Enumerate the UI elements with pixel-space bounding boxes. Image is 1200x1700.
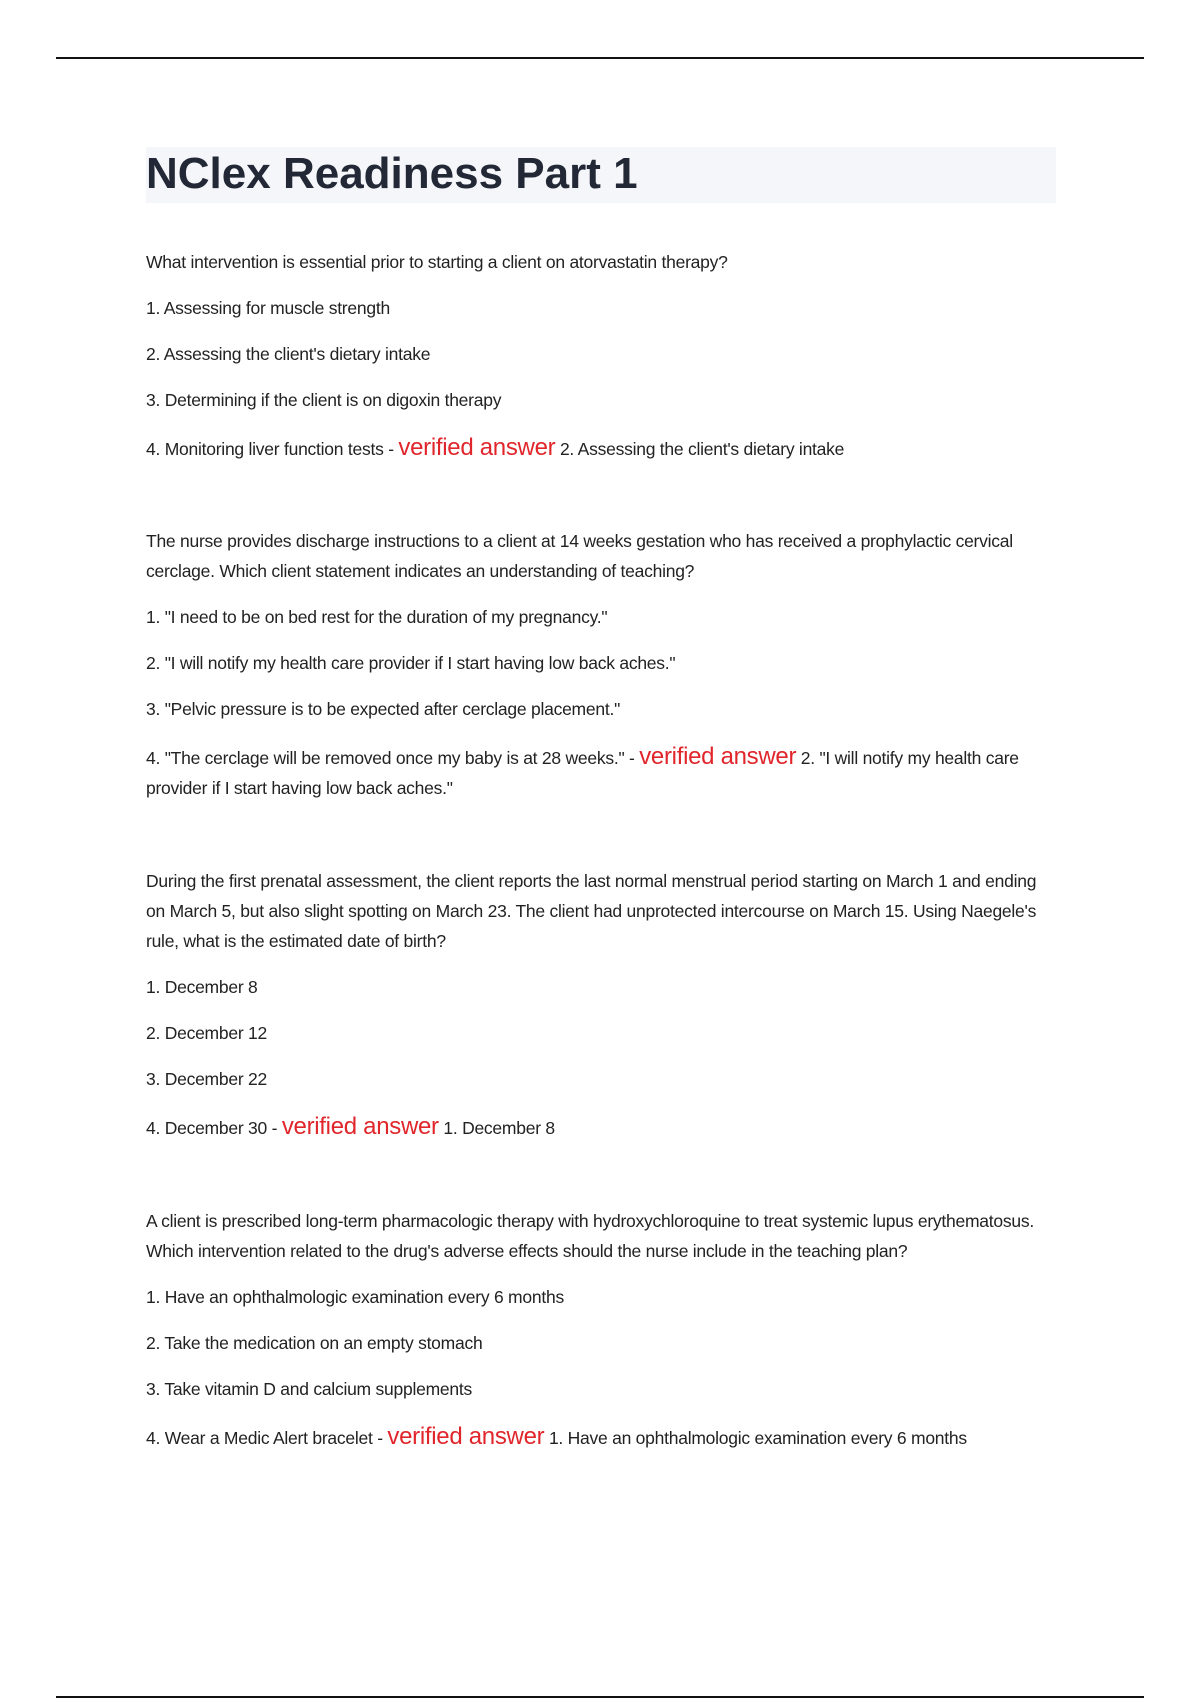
option: 1. Assessing for muscle strength [146,298,390,318]
option: 1. "I need to be on bed rest for the duration of my pregnancy." [146,607,608,627]
question-stem: A client is prescribed long-term pharmacologic therapy with hydroxychloroquine to treat systemic lupus erythematosus. Which intervention related to the drug's adverse effects should the nurse include in the teaching plan? [146,1211,1034,1261]
page-title: NClex Readiness Part 1 [146,149,638,198]
question-block [146,1206,1056,1453]
verified-answer-label: verified answer [398,434,556,461]
question-block [146,866,1056,1143]
option: 4. Wear a Medic Alert bracelet - [146,1428,383,1448]
answer-text: 1. December 8 [443,1118,555,1138]
option: 3. Determining if the client is on digoxin therapy [146,390,502,410]
question-block [146,247,1056,464]
verified-answer-label: verified answer [281,1113,439,1140]
option-with-answer [146,1112,1056,1143]
option: 3. "Pelvic pressure is to be expected after cerclage placement." [146,699,621,719]
question-stem: The nurse provides discharge instructions to a client at 14 weeks gestation who has received a prophylactic cervical cerclage. Which client statement indicates an understanding of teaching? [146,531,1013,581]
option: 3. December 22 [146,1069,268,1089]
option: 4. "The cerclage will be removed once my baby is at 28 weeks." - [146,748,635,768]
option-with-answer [146,433,1056,464]
verified-answer-label: verified answer [639,743,797,770]
option: 4. December 30 - [146,1118,278,1138]
answer-text: 1. Have an ophthalmologic examination every 6 months [548,1428,967,1448]
bottom-rule [56,1696,1144,1698]
question-stem: During the first prenatal assessment, the client reports the last normal menstrual period starting on March 1 and ending on March 5, but also slight spotting on March 23. The client had unprotected intercourse on March 15. Using Naegele's rule, what is the estimated date of birth? [146,871,1037,951]
option: 1. Have an ophthalmologic examination every 6 months [146,1287,564,1307]
option: 2. "I will notify my health care provider if I start having low back aches." [146,653,676,673]
top-rule [56,57,1144,59]
option: 2. Assessing the client's dietary intake [146,344,431,364]
option: 3. Take vitamin D and calcium supplements [146,1379,472,1399]
answer-text: 2. "I will notify my health care provider if I start having low back aches." [146,748,1019,798]
question-block [146,526,1056,803]
question-stem: What intervention is essential prior to starting a client on atorvastatin therapy? [146,252,728,272]
option: 4. Monitoring liver function tests - [146,439,394,459]
verified-answer-label: verified answer [387,1423,545,1450]
option: 2. Take the medication on an empty stomach [146,1333,483,1353]
option: 2. December 12 [146,1023,268,1043]
answer-text: 2. Assessing the client's dietary intake [559,439,845,459]
option: 1. December 8 [146,977,258,997]
option-with-answer [146,1422,1056,1453]
option-with-answer [146,742,1056,803]
